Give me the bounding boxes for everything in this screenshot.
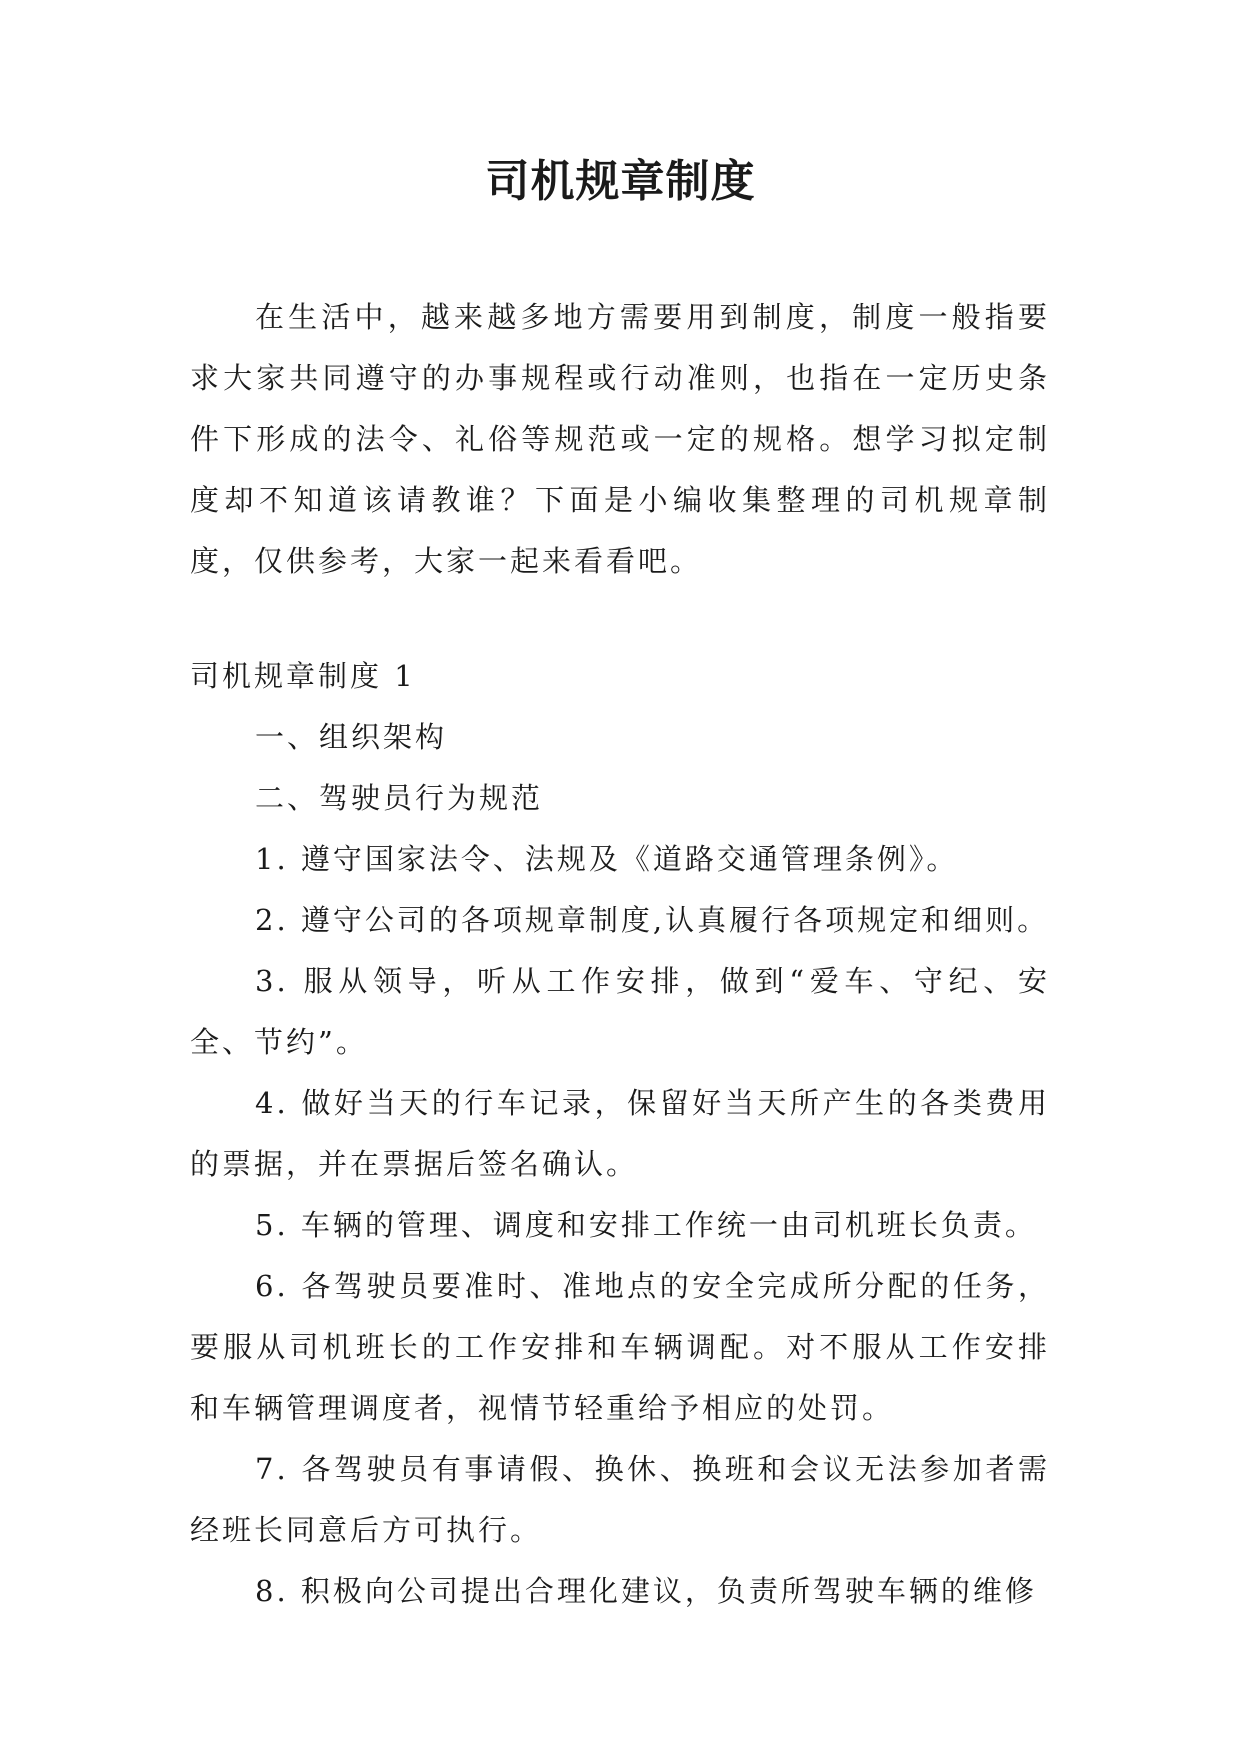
list-item-rule-7: 7. 各驾驶员有事请假、换休、换班和会议无法参加者需经班长同意后方可执行。 — [190, 1452, 1050, 1547]
list-item-rule-5: 5. 车辆的管理、调度和安排工作统一由司机班长负责。 — [255, 1208, 1037, 1242]
list-item-rule-4: 4. 做好当天的行车记录，保留好当天所产生的各类费用的票据，并在票据后签名确认。 — [190, 1086, 1050, 1181]
document-title: 司机规章制度 — [485, 156, 756, 207]
list-item-org-structure: 一、组织架构 — [255, 720, 448, 754]
list-item-rule-1: 1. 遵守国家法令、法规及《道路交通管理条例》。 — [255, 842, 959, 876]
list-item-driver-conduct: 二、驾驶员行为规范 — [255, 781, 544, 815]
list-item-rule-6: 6. 各驾驶员要准时、准地点的安全完成所分配的任务，要服从司机班长的工作安排和车辆调配。对不服从工作安排和车辆管理调度者，视情节轻重给予相应的处罚。 — [190, 1269, 1050, 1425]
document-body — [190, 287, 1050, 1622]
list-item-rule-3: 3. 服从领导，听从工作安排，做到“爱车、守纪、安全、节约”。 — [190, 964, 1050, 1059]
section-heading: 司机规章制度 1 — [190, 659, 416, 693]
list-item-rule-8: 8. 积极向公司提出合理化建议，负责所驾驶车辆的维修 — [255, 1574, 1037, 1608]
list-item-rule-2: 2. 遵守公司的各项规章制度,认真履行各项规定和细则。 — [255, 903, 1050, 937]
intro-paragraph: 在生活中，越来越多地方需要用到制度，制度一般指要求大家共同遵守的办事规程或行动准则，也指在一定历史条件下形成的法令、礼俗等规范或一定的规格。想学习拟定制度却不知道该请教谁？下面是小编收集整理的司机规章制度，仅供参考，大家一起来看看吧。 — [190, 300, 1050, 578]
